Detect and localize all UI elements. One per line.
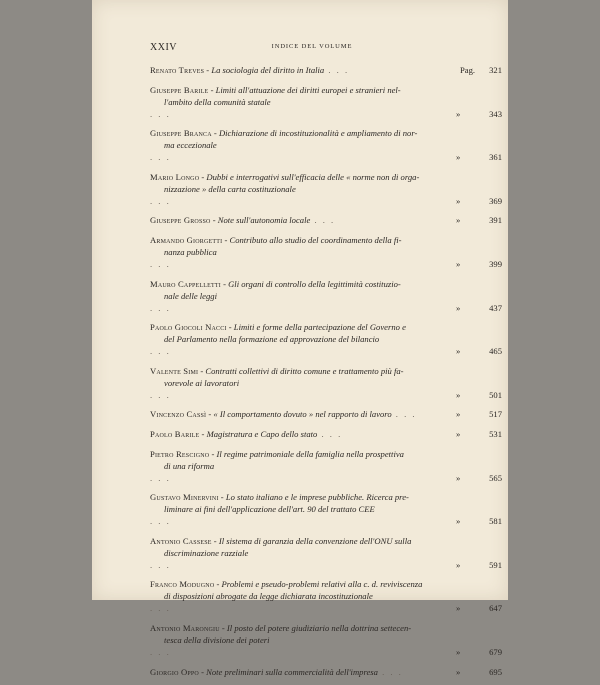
- entry-text: [150, 408, 480, 420]
- entry-separator: -: [222, 234, 230, 245]
- entry-text: [150, 84, 480, 120]
- entry-first-line: [150, 215, 310, 225]
- entry-page-ref: [456, 646, 502, 658]
- entry-title: Magistratura e Capo dello stato: [206, 428, 318, 439]
- entry-title-continuation: l'ambito della comunità statale: [164, 96, 271, 107]
- table-of-contents: [150, 64, 502, 685]
- entry-title-continuation: ma eccezionale: [164, 140, 217, 151]
- entry-title: Dichiarazione di incostituzionalità e ampliamento di nor-: [218, 128, 418, 139]
- toc-entry: [150, 428, 502, 440]
- entry-author: Paolo Barile: [150, 428, 200, 439]
- entry-text: [150, 428, 480, 440]
- entry-text: [150, 448, 480, 484]
- entry-author: Giuseppe Branca: [150, 128, 212, 139]
- toc-entry: [150, 578, 502, 614]
- entry-page-ref: [460, 64, 502, 76]
- entry-separator: -: [206, 409, 214, 420]
- entry-author: Vincenzo Cassì: [150, 409, 207, 420]
- entry-title: Contratti collettivi di diritto comune e trattamento più fa-: [205, 365, 404, 376]
- page-number: 679: [489, 646, 502, 657]
- entry-text: [150, 171, 480, 207]
- entry-page-ref: [456, 302, 502, 314]
- entry-text: [150, 666, 480, 678]
- leader-dots: . . .: [150, 603, 171, 614]
- toc-entry: [150, 622, 502, 658]
- entry-title: Problemi e pseudo-problemi relativi alla c. d. reviviscenza: [221, 579, 423, 590]
- entry-separator: -: [214, 579, 222, 590]
- entry-author: Mauro Cappelletti: [150, 278, 221, 289]
- entry-page-ref: [456, 258, 502, 270]
- page-number: 465: [489, 346, 502, 357]
- toc-entry: [150, 214, 502, 226]
- entry-title: Limiti e forme della partecipazione del Governo e: [233, 322, 406, 333]
- page-number: 361: [489, 152, 502, 163]
- entry-title: Il regime patrimoniale della famiglia nella prospettiva: [216, 448, 404, 459]
- toc-entry: [150, 408, 502, 420]
- entry-first-line: [150, 172, 419, 182]
- page-number: 437: [489, 302, 502, 313]
- entry-separator: -: [204, 65, 212, 75]
- entry-title-continuation: di una riforma: [164, 460, 215, 471]
- entry-separator: -: [198, 666, 207, 677]
- entry-text: [150, 64, 480, 76]
- entry-page-ref: [456, 666, 502, 678]
- leader-dots: . . .: [150, 195, 171, 206]
- entry-separator: -: [211, 128, 219, 139]
- leader-dots: . . .: [150, 516, 171, 527]
- entry-text: [150, 234, 480, 270]
- entry-author: Paolo Giocoli Nacci: [150, 322, 227, 333]
- entry-text: [150, 278, 480, 314]
- entry-page-ref: [456, 559, 502, 571]
- book-page: [92, 0, 508, 677]
- entry-title-continuation: nanza pubblica: [164, 246, 217, 257]
- entry-separator: -: [198, 365, 206, 376]
- entry-text: [150, 491, 480, 527]
- entry-text: [150, 127, 480, 163]
- entry-author: Valente Simi: [150, 365, 199, 376]
- entry-author: Franco Modugno: [150, 579, 215, 590]
- entry-text: [150, 535, 480, 571]
- leader-dots: . . .: [150, 646, 171, 657]
- leader-dots: . . .: [391, 409, 417, 420]
- page-number: 695: [489, 666, 502, 677]
- entry-separator: -: [211, 535, 219, 546]
- entry-page-ref: [456, 195, 502, 207]
- entry-first-line: [150, 492, 409, 502]
- page-prefix: »: [456, 108, 461, 119]
- running-header: [150, 42, 474, 54]
- leader-dots: . . .: [150, 108, 171, 119]
- page-number: 321: [489, 65, 502, 75]
- entry-first-line: [150, 279, 401, 289]
- page-prefix: »: [456, 428, 461, 439]
- entry-text: [150, 365, 480, 401]
- toc-entry: [150, 365, 502, 401]
- entry-page-ref: [456, 472, 502, 484]
- entry-title-continuation: vorevole ai lavoratori: [164, 377, 240, 388]
- leader-dots: . . .: [150, 302, 171, 313]
- entry-page-ref: [456, 428, 502, 440]
- entry-text: [150, 214, 480, 226]
- entry-text: [150, 321, 480, 357]
- running-title: INDICE DEL VOLUME: [271, 43, 353, 50]
- toc-entry: [150, 666, 502, 678]
- page-number: 343: [489, 108, 502, 119]
- entry-author: Giuseppe Grosso: [150, 215, 211, 226]
- page-prefix: »: [456, 152, 461, 163]
- entry-first-line: [150, 667, 378, 677]
- entry-author: Giuseppe Barile: [150, 84, 209, 95]
- entry-title: Il sistema di garanzia della convenzione dell'ONU sulla: [218, 535, 412, 546]
- page-number: 647: [489, 603, 502, 614]
- toc-entry: [150, 491, 502, 527]
- toc-entry: [150, 84, 502, 120]
- entry-first-line: [150, 235, 402, 245]
- entry-first-line: [150, 85, 401, 95]
- entry-page-ref: [456, 602, 502, 614]
- entry-first-line: [150, 409, 392, 419]
- page-prefix: »: [456, 195, 461, 206]
- page-prefix: »: [456, 346, 461, 357]
- leader-dots: . . .: [150, 346, 171, 357]
- entry-title: Dubbi e interrogativi sull'efficacia delle « norme non di orga-: [206, 171, 420, 182]
- entry-first-line: [150, 536, 411, 546]
- leader-dots: . . .: [150, 559, 171, 570]
- entry-title: Gli organi di controllo della legittimità costituzio-: [228, 278, 401, 289]
- page-prefix: »: [456, 258, 461, 269]
- page-prefix: »: [456, 472, 461, 483]
- toc-entry: [150, 234, 502, 270]
- entry-author: Armando Giorgetti: [150, 234, 223, 245]
- page-number: 399: [489, 258, 502, 269]
- page-number: 391: [489, 215, 502, 226]
- leader-dots: . . .: [317, 428, 343, 439]
- toc-entry: [150, 64, 502, 76]
- entry-title: Contributo allo studio del coordinamento della fi-: [229, 234, 402, 245]
- entry-title-continuation: di disposizioni abrogate da legge dichiarata incostituzionale: [164, 591, 373, 602]
- toc-entry: [150, 448, 502, 484]
- page-prefix: »: [456, 666, 461, 677]
- entry-title-continuation: tesca della divisione dei poteri: [164, 634, 270, 645]
- entry-title-continuation: discriminazione razziale: [164, 547, 249, 558]
- leader-dots: . . .: [150, 152, 171, 163]
- leader-dots: . . .: [310, 215, 336, 226]
- entry-title: La sociologia del diritto in Italia: [211, 65, 325, 75]
- entry-text: [150, 622, 480, 658]
- entry-author: Antonio Marongiu: [150, 622, 220, 633]
- entry-author: Antonio Cassese: [150, 535, 212, 546]
- entry-author: Gustavo Minervini: [150, 492, 219, 503]
- entry-page-ref: [456, 515, 502, 527]
- entry-text: [150, 578, 480, 614]
- entry-first-line: [150, 623, 411, 633]
- entry-page-ref: [456, 108, 502, 120]
- entry-title: Note preliminari sulla commercialità dell'impresa: [206, 666, 378, 677]
- entry-first-line: [150, 366, 404, 376]
- entry-separator: -: [210, 215, 218, 226]
- leader-dots: . . .: [377, 666, 403, 677]
- entry-title-continuation: nizzazione » della carta costituzionale: [164, 183, 296, 194]
- page-prefix: »: [456, 516, 461, 527]
- entry-separator: -: [219, 622, 227, 633]
- entry-separator: -: [208, 84, 216, 95]
- page-prefix: »: [456, 215, 461, 226]
- entry-first-line: [150, 449, 404, 459]
- leader-dots: . . .: [150, 389, 171, 400]
- entry-author: Pietro Rescigno: [150, 448, 210, 459]
- entry-page-ref: [456, 389, 502, 401]
- page-number: 369: [489, 195, 502, 206]
- entry-page-ref: [456, 408, 502, 420]
- entry-title-continuation: liminare ai fini dell'applicazione dell'art. 90 del trattato CEE: [164, 504, 375, 515]
- entry-separator: -: [209, 448, 217, 459]
- entry-first-line: [150, 128, 417, 138]
- toc-entry: [150, 535, 502, 571]
- entry-title: « Il comportamento dovuto » nel rapporto di lavoro: [213, 409, 392, 420]
- entry-title: Il posto del potere giudiziario nella dottrina settecen-: [226, 622, 412, 633]
- entry-separator: -: [218, 492, 226, 503]
- page-prefix: »: [456, 302, 461, 313]
- entry-first-line: [150, 322, 406, 332]
- entry-separator: -: [199, 171, 207, 182]
- page-prefix: »: [456, 409, 461, 420]
- entry-author: Giorgio Oppo: [150, 666, 199, 677]
- page-number: 517: [489, 409, 502, 420]
- entry-page-ref: [456, 345, 502, 357]
- entry-first-line: [150, 429, 317, 439]
- page-prefix: »: [456, 646, 461, 657]
- page-number: 581: [489, 516, 502, 527]
- leader-dots: . . .: [150, 472, 171, 483]
- page-number: 531: [489, 428, 502, 439]
- entry-first-line: [150, 579, 422, 589]
- toc-entry: [150, 278, 502, 314]
- page-number: 565: [489, 472, 502, 483]
- page-prefix: Pag.: [460, 65, 476, 75]
- page-prefix: »: [456, 389, 461, 400]
- page-prefix: »: [456, 559, 461, 570]
- entry-separator: -: [199, 428, 207, 439]
- entry-author: Renato Treves: [150, 65, 205, 75]
- entry-separator: -: [220, 278, 229, 289]
- entry-title: Lo stato italiano e le imprese pubbliche. Ricerca pre-: [225, 492, 409, 503]
- leader-dots: . . .: [150, 258, 171, 269]
- toc-entry: [150, 321, 502, 357]
- entry-title-continuation: nale delle leggi: [164, 290, 217, 301]
- entry-first-line: [150, 65, 324, 75]
- page-number: 501: [489, 389, 502, 400]
- toc-entry: [150, 171, 502, 207]
- entry-separator: -: [226, 322, 234, 333]
- page-prefix: »: [456, 603, 461, 614]
- entry-author: Mario Longo: [150, 171, 200, 182]
- entry-title: Limiti all'attuazione dei diritti europei e stranieri nel-: [215, 84, 401, 95]
- toc-entry: [150, 127, 502, 163]
- page-number: 591: [489, 559, 502, 570]
- page-folio: XXIV: [150, 42, 177, 53]
- leader-dots: . . .: [324, 65, 350, 75]
- entry-page-ref: [456, 214, 502, 226]
- entry-title: Note sull'autonomia locale: [217, 215, 311, 226]
- entry-title-continuation: del Parlamento nella formazione ed approvazione del bilancio: [164, 334, 380, 345]
- entry-page-ref: [456, 151, 502, 163]
